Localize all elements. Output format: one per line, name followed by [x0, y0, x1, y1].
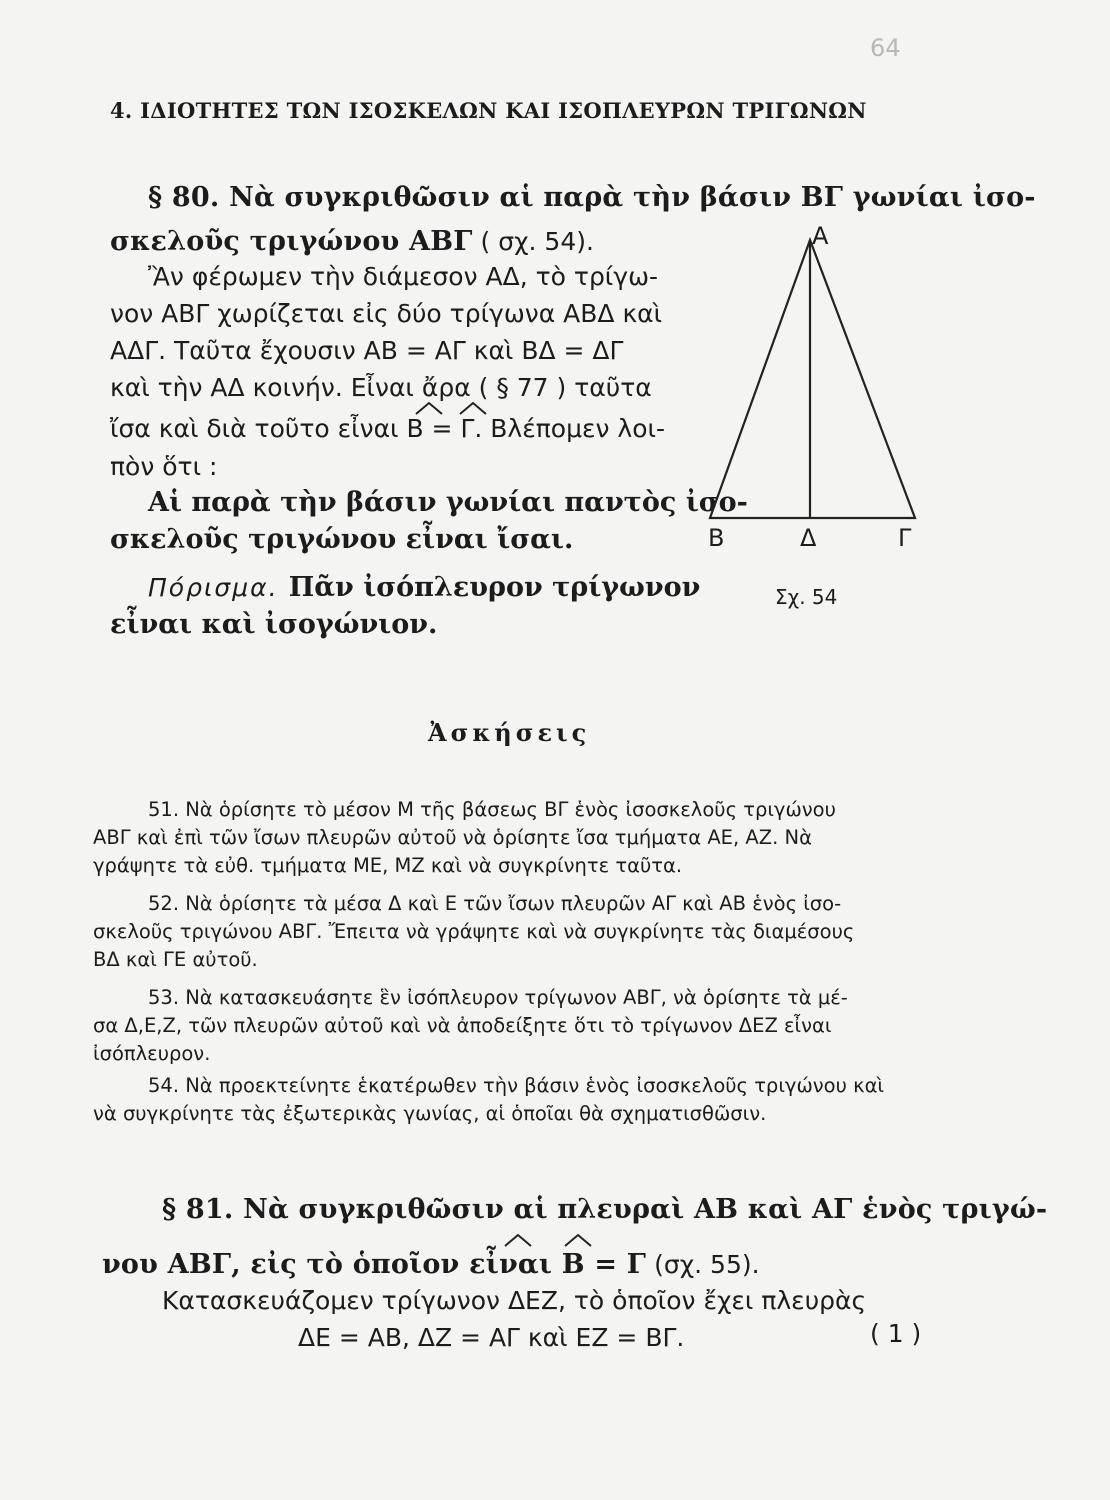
p80-body-line: πὸν ὅτι :	[110, 452, 218, 481]
page-number: 64	[870, 34, 901, 62]
p80-title-bold: σκελοῦς τριγώνου ΑΒΓ	[110, 226, 473, 257]
angle-hat-icon	[414, 400, 444, 416]
figure-label-g: Γ	[898, 524, 912, 552]
exercise-line: ἰσόπλευρον.	[93, 1042, 211, 1065]
exercise-line: 54. Νὰ προεκτείνητε ἑκατέρωθεν τὴν βάσιν ἑνὸς ἰσοσκελοῦς τριγώνου καὶ	[148, 1074, 885, 1097]
p80-body-line: Ἂν φέρωμεν τὴν διάμεσον ΑΔ, τὸ τρίγω-	[148, 262, 659, 291]
exercise-line: ΒΔ καὶ ΓΕ αὐτοῦ.	[93, 948, 258, 971]
exercise-line: 53. Νὰ κατασκευάσητε ἓν ἰσόπλευρον τρίγωνον ΑΒΓ, νὰ ὁρίσητε τὰ μέ-	[148, 986, 848, 1009]
figure-label-a: Α	[812, 222, 829, 250]
p81-body-line1: Κατασκευάζομεν τρίγωνον ΔΕΖ, τὸ ὁποῖον ἔχει πλευρὰς	[162, 1286, 867, 1315]
exercise-line: σα Δ,Ε,Ζ, τῶν πλευρῶν αὐτοῦ καὶ νὰ ἀποδείξητε ὅτι τὸ τρίγωνον ΔΕΖ εἶναι	[93, 1014, 832, 1037]
section-header: 4. ΙΔΙΟΤΗΤΕΣ ΤΩΝ ΙΣΟΣΚΕΛΩΝ ΚΑΙ ΙΣΟΠΛΕΥΡΩΝ ΤΡΙΓΩΝΩΝ	[110, 98, 867, 123]
p80-corollary-line1	[148, 572, 700, 603]
p80-title-line2	[110, 226, 594, 257]
exercise-line: νὰ συγκρίνητε τὰς ἐξωτερικὰς γωνίας, αἱ ὁποῖαι θὰ σχηματισθῶσιν.	[93, 1102, 767, 1125]
p80-title-line1: § 80. Νὰ συγκριθῶσιν αἱ παρὰ τὴν βάσιν ΒΓ γωνίαι ἰσο-	[148, 182, 1036, 213]
p80-corollary-line2: εἶναι καὶ ἰσογώνιον.	[110, 609, 438, 640]
figure-label-d: Δ	[800, 524, 817, 552]
figure-label-b: Β	[708, 524, 725, 552]
p81-title-line2	[102, 1249, 760, 1280]
exercise-line: σκελοῦς τριγώνου ΑΒΓ. Ἔπειτα νὰ γράψητε καὶ νὰ συγκρίνητε τὰς διαμέσους	[93, 920, 855, 943]
figure-caption: Σχ. 54	[775, 585, 838, 609]
p80-theorem-line2: σκελοῦς τριγώνου εἶναι ἴσαι.	[110, 524, 574, 555]
p80-body-line: νον ΑΒΓ χωρίζεται εἰς δύο τρίγωνα ΑΒΔ καὶ	[110, 299, 663, 328]
p80-theorem-line1: Αἱ παρὰ τὴν βάσιν γωνίαι παντὸς ἰσο-	[148, 487, 748, 518]
p80-title-ref: ( σχ. 54).	[472, 227, 594, 256]
exercise-line: 52. Νὰ ὁρίσητε τὰ μέσα Δ καὶ Ε τῶν ἴσων πλευρῶν ΑΓ καὶ ΑΒ ἑνὸς ἰσο-	[148, 892, 842, 915]
p81-title-ref: (σχ. 55).	[646, 1250, 760, 1279]
p81-title-bold: νου ΑΒΓ, εἰς τὸ ὁποῖον εἶναι Β = Γ	[102, 1249, 647, 1280]
corollary-label: Πόρισμα.	[148, 573, 279, 602]
exercises-title: Ἀσκήσεις	[428, 718, 591, 747]
angle-hat-icon	[503, 1232, 533, 1248]
p80-body-line: ΑΔΓ. Ταῦτα ἔχουσιν ΑΒ = ΑΓ καὶ ΒΔ = ΔΓ	[110, 336, 624, 365]
exercise-line: γράψητε τὰ εὐθ. τμήματα ΜΕ, ΜΖ καὶ νὰ συγκρίνητε ταῦτα.	[93, 854, 683, 877]
exercise-line: 51. Νὰ ὁρίσητε τὸ μέσον Μ τῆς βάσεως ΒΓ ἑνὸς ἰσοσκελοῦς τριγώνου	[148, 798, 836, 821]
corollary-text: Πᾶν ἰσόπλευρον τρίγωνον	[288, 572, 701, 603]
angle-hat-icon	[458, 400, 488, 416]
p80-body-line: ἴσα καὶ διὰ τοῦτο εἶναι Β = Γ. Βλέπομεν λοι-	[110, 414, 665, 443]
p81-body-line2: ΔΕ = ΑΒ, ΔΖ = ΑΓ καὶ ΕΖ = ΒΓ.	[298, 1323, 685, 1352]
angle-hat-icon	[563, 1232, 593, 1248]
p80-body-line: καὶ τὴν ΑΔ κοινήν. Εἶναι ἄρα ( § 77 ) ταῦτα	[110, 373, 652, 402]
exercise-line: ΑΒΓ καὶ ἐπὶ τῶν ἴσων πλευρῶν αὐτοῦ νὰ ὁρίσητε ἴσα τμήματα ΑΕ, ΑΖ. Νὰ	[93, 826, 812, 849]
p81-title-line1: § 81. Νὰ συγκριθῶσιν αἱ πλευραὶ ΑΒ καὶ ΑΓ ἑνὸς τριγώ-	[162, 1194, 1048, 1225]
figure-54-triangle	[690, 210, 940, 550]
equation-number: ( 1 )	[870, 1319, 922, 1348]
